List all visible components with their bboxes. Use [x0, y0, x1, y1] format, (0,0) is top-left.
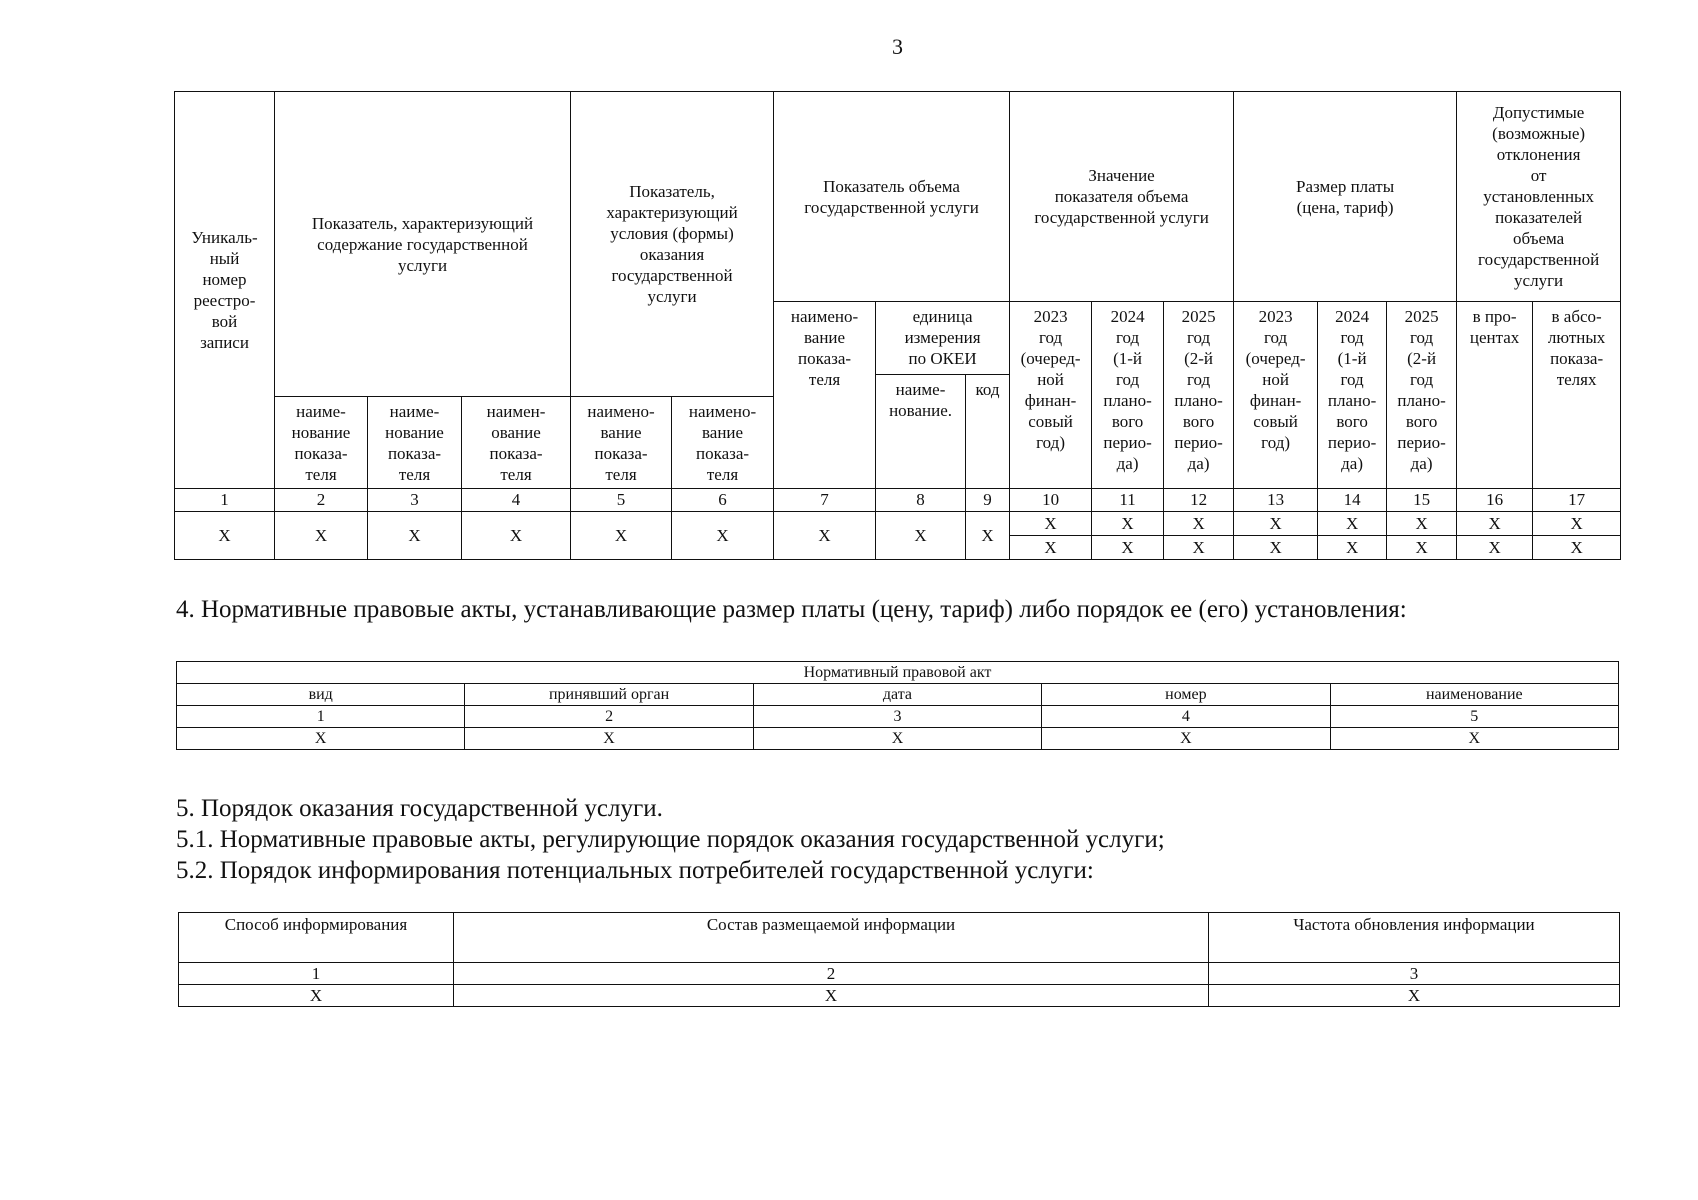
- header-informing-method: Способ информирования: [179, 913, 454, 963]
- header-content-indicator: Показатель, характеризующий содержание государственной услуги: [275, 92, 571, 397]
- header-fee-2024: 2024 год (1-й год плано- вого перио- да): [1318, 302, 1387, 489]
- cell-x: X: [1092, 536, 1164, 560]
- col-num: 3: [753, 706, 1041, 728]
- column-numbers-row: [179, 963, 1620, 985]
- header-kind: вид: [177, 684, 465, 706]
- cell-x: X: [1209, 985, 1620, 1007]
- cell-x: X: [275, 512, 368, 560]
- cell-x: X: [1164, 536, 1234, 560]
- cell-x: X: [1010, 512, 1092, 536]
- header-okei-code: код: [966, 375, 1010, 489]
- header-content-name-2: наиме- нование показа- теля: [368, 397, 462, 489]
- table-caption: Нормативный правовой акт: [177, 662, 1619, 684]
- header-information-content: Состав размещаемой информации: [454, 913, 1209, 963]
- header-value-2023: 2023 год (очеред- ной финан- совый год): [1010, 302, 1092, 489]
- col-num: 14: [1318, 489, 1387, 512]
- service-volume-table: [174, 91, 1621, 560]
- cell-x: X: [753, 728, 1041, 750]
- col-num: 10: [1010, 489, 1092, 512]
- col-num: 4: [462, 489, 571, 512]
- col-num: 15: [1387, 489, 1457, 512]
- col-num: 3: [1209, 963, 1620, 985]
- header-volume-value: Значение показателя объема государственной услуги: [1010, 92, 1234, 302]
- cell-x: X: [1010, 536, 1092, 560]
- cell-x: X: [966, 512, 1010, 560]
- col-num: 1: [177, 706, 465, 728]
- cell-x: X: [175, 512, 275, 560]
- header-conditions-indicator: Показатель, характеризующий условия (формы) оказания государственной услуги: [571, 92, 774, 397]
- cell-x: X: [1092, 512, 1164, 536]
- header-number: номер: [1042, 684, 1330, 706]
- section-4-heading: 4. Нормативные правовые акты, устанавливающие размер платы (цену, тариф) либо порядок ее (его) установления:: [176, 596, 1407, 623]
- col-num: 1: [175, 489, 275, 512]
- cell-x: X: [1234, 536, 1318, 560]
- header-value-2025: 2025 год (2-й год плано- вого перио- да): [1164, 302, 1234, 489]
- col-num: 8: [876, 489, 966, 512]
- header-conditions-name-2: наимено- вание показа- теля: [672, 397, 774, 489]
- col-num: 1: [179, 963, 454, 985]
- column-numbers-row: [175, 489, 1621, 512]
- col-num: 11: [1092, 489, 1164, 512]
- header-volume-indicator: Показатель объема государственной услуги: [774, 92, 1010, 302]
- section-5-2-text: 5.2. Порядок информирования потенциальных потребителей государственной услуги:: [176, 857, 1094, 884]
- header-date: дата: [753, 684, 1041, 706]
- cell-x: X: [1457, 536, 1533, 560]
- cell-x: X: [1457, 512, 1533, 536]
- table-row: [179, 985, 1620, 1007]
- cell-x: X: [454, 985, 1209, 1007]
- cell-x: X: [465, 728, 753, 750]
- col-num: 2: [454, 963, 1209, 985]
- col-num: 7: [774, 489, 876, 512]
- col-num: 2: [465, 706, 753, 728]
- cell-x: X: [672, 512, 774, 560]
- cell-x: X: [571, 512, 672, 560]
- header-conditions-name-1: наимено- вание показа- теля: [571, 397, 672, 489]
- cell-x: X: [1330, 728, 1618, 750]
- header-title: наименование: [1330, 684, 1618, 706]
- header-value-2024: 2024 год (1-й год плано- вого перио- да): [1092, 302, 1164, 489]
- col-num: 17: [1533, 489, 1621, 512]
- cell-x: X: [1533, 512, 1621, 536]
- cell-x: X: [177, 728, 465, 750]
- col-num: 9: [966, 489, 1010, 512]
- header-fee-2025: 2025 год (2-й год плано- вого перио- да): [1387, 302, 1457, 489]
- cell-x: X: [1042, 728, 1330, 750]
- cell-x: X: [1318, 536, 1387, 560]
- col-num: 13: [1234, 489, 1318, 512]
- header-update-frequency: Частота обновления информации: [1209, 913, 1620, 963]
- section-5-heading: 5. Порядок оказания государственной услуги.: [176, 795, 663, 822]
- header-unique-number: Уникаль- ный номер реестро- вой записи: [175, 92, 275, 489]
- col-num: 6: [672, 489, 774, 512]
- col-num: 5: [571, 489, 672, 512]
- cell-x: X: [1387, 512, 1457, 536]
- table-row: [177, 728, 1619, 750]
- header-fee-2023: 2023 год (очеред- ной финан- совый год): [1234, 302, 1318, 489]
- column-numbers-row: [177, 706, 1619, 728]
- col-num: 3: [368, 489, 462, 512]
- cell-x: X: [462, 512, 571, 560]
- col-num: 16: [1457, 489, 1533, 512]
- header-content-name-3: наимен- ование показа- теля: [462, 397, 571, 489]
- cell-x: X: [1234, 512, 1318, 536]
- header-fee-size: Размер платы (цена, тариф): [1234, 92, 1457, 302]
- page-number: 3: [892, 34, 903, 59]
- cell-x: X: [1387, 536, 1457, 560]
- cell-x: X: [1164, 512, 1234, 536]
- col-num: 4: [1042, 706, 1330, 728]
- header-deviation-percent: в про- центах: [1457, 302, 1533, 489]
- cell-x: X: [774, 512, 876, 560]
- cell-x: X: [1533, 536, 1621, 560]
- section-5-1-text: 5.1. Нормативные правовые акты, регулирующие порядок оказания государственной услуги;: [176, 826, 1165, 853]
- header-deviation-absolute: в абсо- лютных показа- телях: [1533, 302, 1621, 489]
- header-volume-name: наимено- вание показа- теля: [774, 302, 876, 489]
- col-num: 5: [1330, 706, 1618, 728]
- cell-x: X: [368, 512, 462, 560]
- table-row: [175, 512, 1621, 536]
- header-content-name-1: наиме- нование показа- теля: [275, 397, 368, 489]
- header-allowed-deviation: Допустимые (возможные) отклонения от установленных показателей объема государственной услуги: [1457, 92, 1621, 302]
- cell-x: X: [876, 512, 966, 560]
- cell-x: X: [1318, 512, 1387, 536]
- header-okei-unit: единица измерения по ОКЕИ: [876, 302, 1010, 375]
- header-okei-name: наиме- нование.: [876, 375, 966, 489]
- informing-table: [178, 912, 1620, 1007]
- col-num: 12: [1164, 489, 1234, 512]
- header-issuing-body: принявший орган: [465, 684, 753, 706]
- legal-acts-table: [176, 661, 1619, 750]
- cell-x: X: [179, 985, 454, 1007]
- col-num: 2: [275, 489, 368, 512]
